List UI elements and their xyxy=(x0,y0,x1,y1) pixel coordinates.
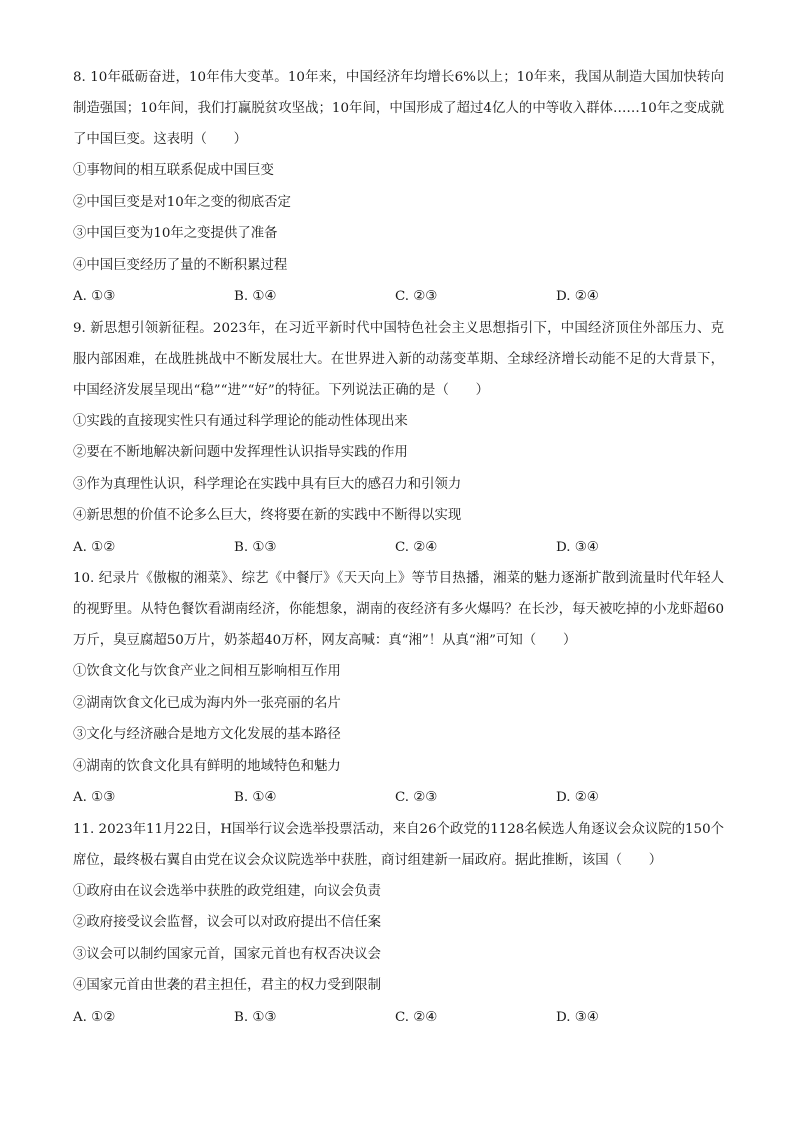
question-stem: 10. 纪录片《傲椒的湘菜》、综艺《中餐厅》《天天向上》等节目热播，湘菜的魅力逐渐扩散到流量时代年轻人的视野里。从特色餐饮看湖南经济，你能想象，湖南的夜经济有多火爆吗？在长沙，每天被吃掉的小龙虾超60万斤，臭豆腐超50万片，奶茶超40万杯，网友高喊：真“湘”！从真“湘”可知（ ） xyxy=(73,571,724,648)
statement-2: ②政府接受议会监督，议会可以对政府提出不信任案 xyxy=(73,915,381,930)
option-c: C. ②④ xyxy=(395,539,438,555)
statement-4: ④国家元首由世袭的君主担任，君主的权力受到限制 xyxy=(73,978,381,993)
question-stem: 9. 新思想引领新征程。2023年，在习近平新时代中国特色社会主义思想指引下，中国经济顶住外部压力、克服内部困难，在战胜挑战中不断发展壮大。在世界进入新的动荡变革期、全球经济增长动能不足的大背景下，中国经济发展呈现出“稳”“进”“好”的特征。下列说法正确的是（ ） xyxy=(73,320,724,398)
question-stem: 11. 2023年11月22日，H国举行议会选举投票活动，来自26个政党的1128名候选人角逐议会众议院的150个席位，最终极右翼自由党在议会众议院选举中获胜，商讨组建新一届政府。据此推断，该国（ ） xyxy=(73,821,724,868)
question-stem: 8. 10年砥砺奋进，10年伟大变革。10年来，中国经济年均增长6%以上；10年来，我国从制造大国加快转向制造强国；10年间，我们打赢脱贫攻坚战；10年间，中国形成了超过4亿人的中等收入群体……10年之变成就了中国巨变。这表明（ ） xyxy=(73,70,724,147)
statement-3: ③文化与经济融合是地方文化发展的基本路径 xyxy=(73,727,341,742)
option-d: D. ②④ xyxy=(556,790,599,805)
answer-options xyxy=(73,782,724,814)
question-9 xyxy=(73,313,724,564)
statement-3: ③议会可以制约国家元首，国家元首也有权否决议会 xyxy=(73,946,381,962)
option-b: B. ①③ xyxy=(234,539,277,555)
statement-1: ①政府由在议会选举中获胜的政党组建，向议会负责 xyxy=(73,883,381,899)
statement-2: ②中国巨变是对10年之变的彻底否定 xyxy=(73,194,291,210)
statement-3: ③作为真理性认识，科学理论在实践中具有巨大的感召力和引领力 xyxy=(73,476,462,492)
option-b: B. ①③ xyxy=(234,1009,277,1025)
answer-options xyxy=(73,1002,724,1034)
option-b: B. ①④ xyxy=(234,790,277,805)
statement-2: ②湖南饮食文化已成为海内外一张亮丽的名片 xyxy=(73,695,341,711)
option-d: D. ③④ xyxy=(556,539,599,555)
option-d: D. ②④ xyxy=(556,289,599,304)
option-c: C. ②③ xyxy=(395,790,438,805)
statement-4: ④新思想的价值不论多么巨大，终将要在新的实践中不断得以实现 xyxy=(73,508,462,523)
answer-options xyxy=(73,532,724,564)
option-a: A. ①③ xyxy=(73,790,116,805)
option-c: C. ②③ xyxy=(395,289,438,304)
option-b: B. ①④ xyxy=(234,289,277,304)
answer-options xyxy=(73,281,724,313)
statement-4: ④湖南的饮食文化具有鲜明的地域特色和魅力 xyxy=(73,758,341,774)
option-a: A. ①③ xyxy=(73,289,116,304)
question-8 xyxy=(73,62,724,313)
option-d: D. ③④ xyxy=(556,1009,599,1025)
statement-3: ③中国巨变为10年之变提供了准备 xyxy=(73,226,278,241)
statement-1: ①饮食文化与饮食产业之间相互影响相互作用 xyxy=(73,664,341,679)
statement-1: ①实践的直接现实性只有通过科学理论的能动性体现出来 xyxy=(73,413,408,429)
statement-4: ④中国巨变经历了量的不断积累过程 xyxy=(73,257,288,273)
question-11 xyxy=(73,814,724,1034)
option-a: A. ①② xyxy=(73,1009,116,1025)
statement-1: ①事物间的相互联系促成中国巨变 xyxy=(73,163,274,178)
option-c: C. ②④ xyxy=(395,1009,438,1025)
question-10 xyxy=(73,563,724,814)
option-a: A. ①② xyxy=(73,539,116,555)
statement-2: ②要在不断地解决新问题中发挥理性认识指导实践的作用 xyxy=(73,445,408,460)
